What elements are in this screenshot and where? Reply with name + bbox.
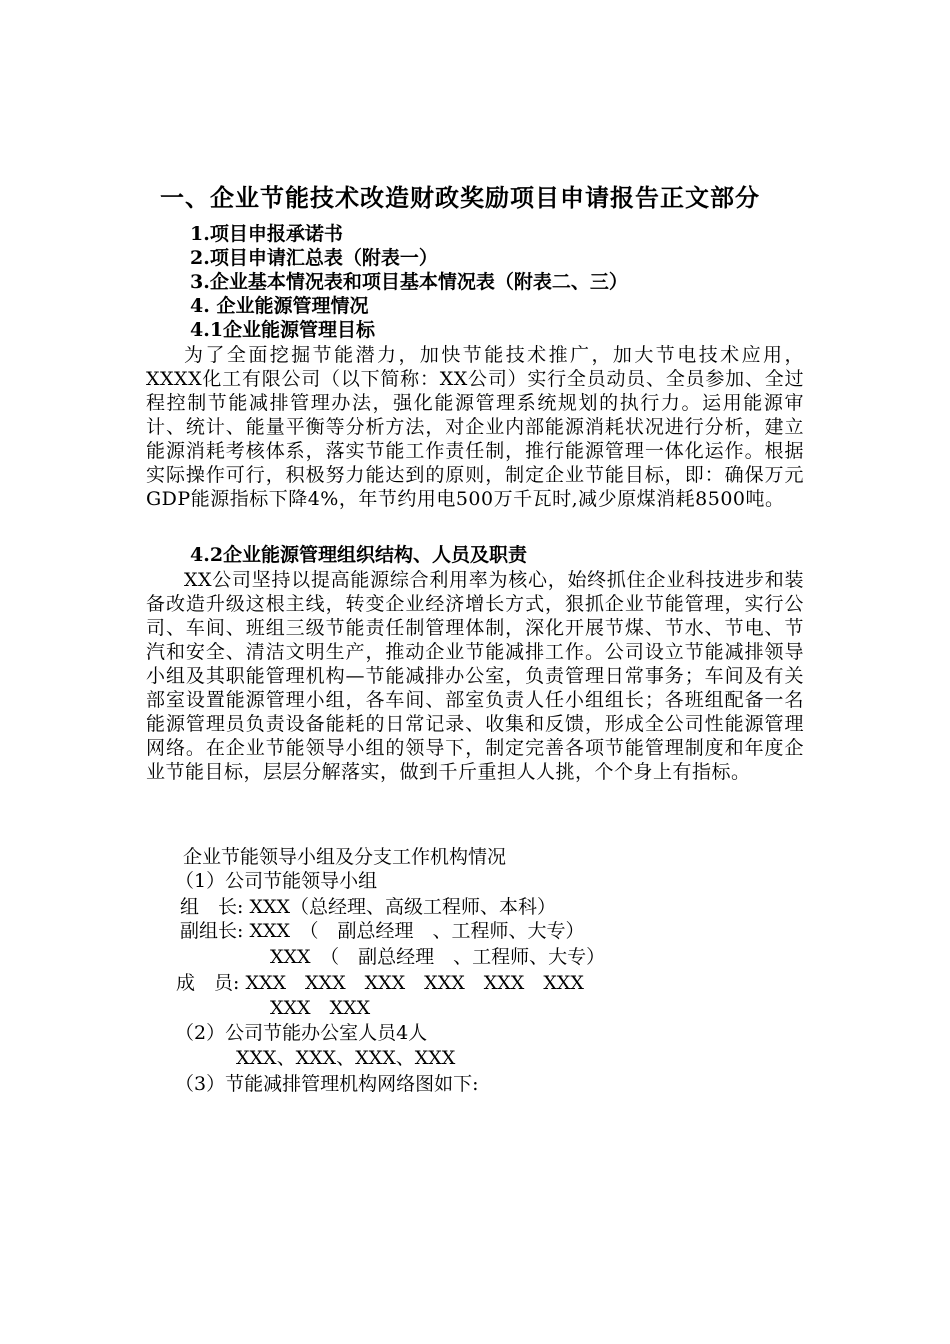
org-group-office: （2）公司节能办公室人员4人 [175,1022,428,1044]
paragraph-energy-goals: 为了全面挖掘节能潜力，加快节能技术推广，加大节电技术应用，XXXX化工有限公司（以下简称：XX公司）实行全员动员、全员参加、全过程控制节能减排管理办法，强化能源管理系统规划的执行力。运用能源审计、统计、能量平衡等分析方法，对企业内部能源消耗状况进行分析，建立能源消耗考核体系，落实节能工作责任制，推行能源管理一体化运作。根据实际操作可行，积极努力能达到的原则，制定企业节能目标，即：确保万元GDP能源指标下降4%，年节约用电500万千瓦时,减少原煤消耗8500吨。 [146,344,804,510]
item-summary-table: 2.项目申请汇总表（附表一） [190,247,438,269]
document-title: 一、企业节能技术改造财政奖励项目申请报告正文部分 [160,183,760,212]
org-leader: 组 长: XXX（总经理、高级工程师、本科） [180,896,557,918]
paragraph-organization: XX公司坚持以提高能源综合利用率为核心，始终抓住企业科技进步和装备改造升级这根主线，转变企业经济增长方式，狠抓企业节能管理，实行公司、车间、班组三级节能责任制管理体制，深化开展节煤、节水、节电、节汽和安全、清洁文明生产，推动企业节能减排工作。公司设立节能减排领导小组及其职能管理机构—节能减排办公室，负责管理日常事务；车间及有关部室设置能源管理小组，各车间、部室负责人任小组组长；各班组配备一名能源管理员负责设备能耗的日常记录、收集和反馈，形成全公司性能源管理网络。在企业节能领导小组的领导下，制定完善各项节能管理制度和年度企业节能目标，层层分解落实，做到千斤重担人人挑，个个身上有指标。 [146,569,804,783]
org-network-diagram-caption: （3）节能减排管理机构网络图如下: [175,1073,479,1095]
org-deputy-2: XXX （ 副总经理 、工程师、大专） [270,946,606,968]
org-group-leadership: （1）公司节能领导小组 [175,870,378,892]
org-members-1: 成 员: XXX XXX XXX XXX XXX XXX [176,972,584,994]
section-4-1-heading: 4.1企业能源管理目标 [190,319,376,341]
org-office-members: XXX、XXX、XXX、XXX [236,1047,456,1069]
item-energy-management: 4. 企业能源管理情况 [190,295,369,317]
section-4-2-heading: 4.2企业能源管理组织结构、人员及职责 [190,544,528,566]
item-basic-info-tables: 3.企业基本情况表和项目基本情况表（附表二、三） [190,271,628,293]
org-heading: 企业节能领导小组及分支工作机构情况 [183,846,507,868]
org-deputy-1: 副组长: XXX （ 副总经理 、工程师、大专） [180,920,585,942]
item-commitment: 1.项目申报承诺书 [190,223,343,245]
org-members-2: XXX XXX [270,997,371,1019]
